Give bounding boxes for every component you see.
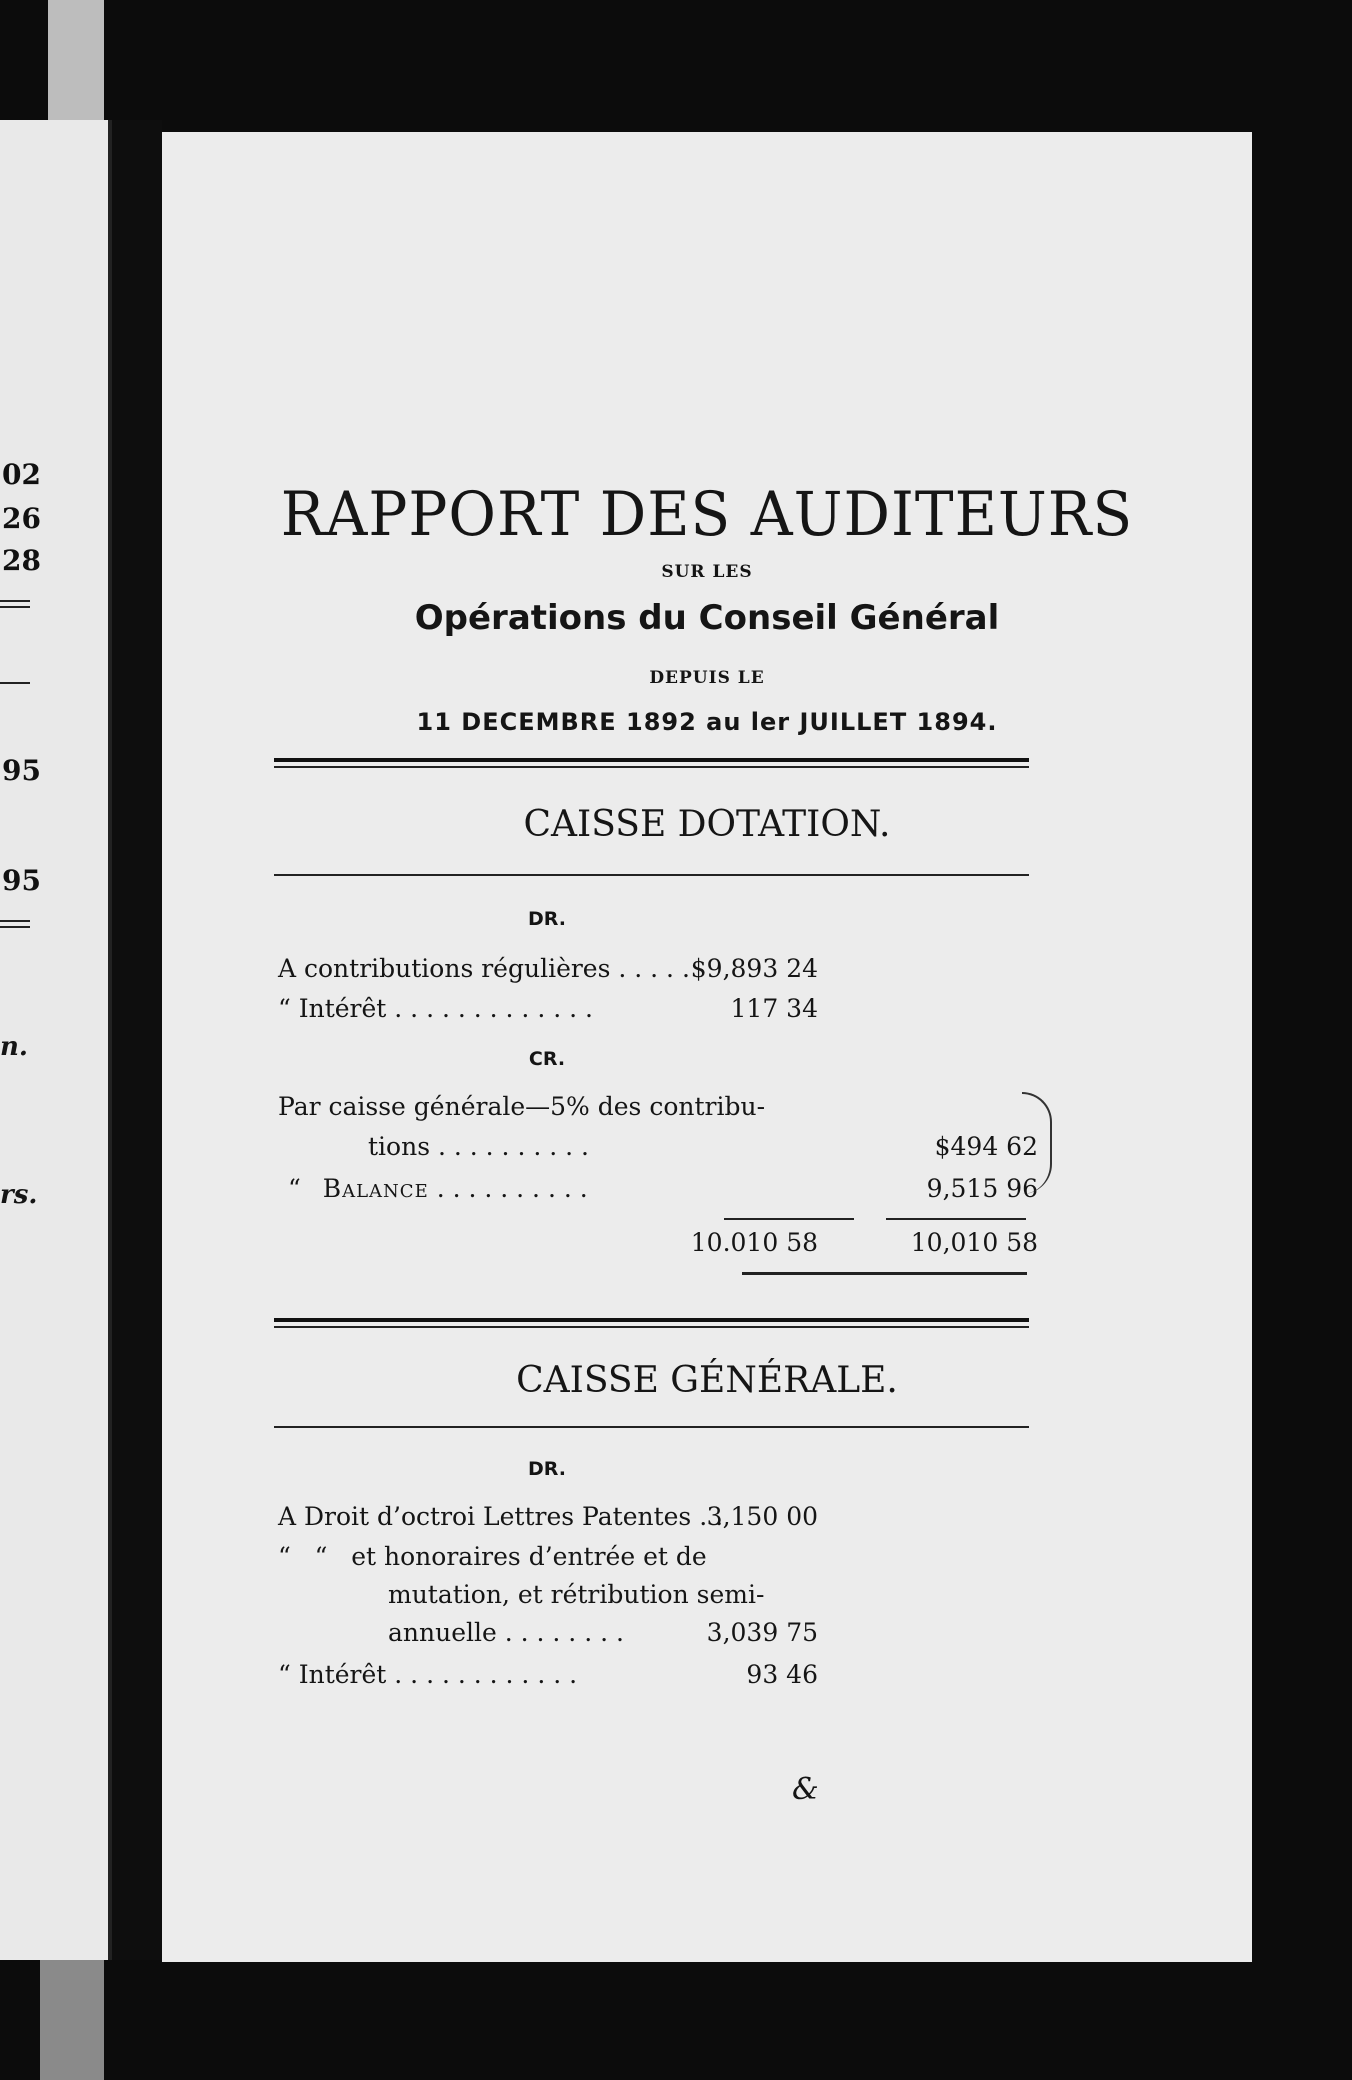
ledger-row	[278, 1660, 1038, 1696]
section-rule	[274, 1426, 1029, 1428]
left-page-fragment: n.	[0, 1032, 28, 1062]
total-rule	[742, 1272, 1027, 1275]
ledger-row	[278, 1132, 1038, 1168]
section-heading-dotation: CAISSE DOTATION.	[523, 804, 891, 845]
page-gutter	[112, 120, 162, 1960]
left-page-rule	[0, 682, 30, 684]
ledger-label: mutation, et rétribution semi-	[388, 1580, 765, 1609]
left-page-number: 95	[2, 754, 41, 787]
ledger-amount: $494 62	[934, 1132, 1038, 1161]
ledger-row	[278, 994, 1038, 1030]
ledger-row	[278, 1092, 1038, 1128]
ledger-amount: $9,893 24	[690, 954, 818, 983]
section-divider	[274, 1318, 1029, 1322]
ledger-label: tions . . . . . . . . . .	[368, 1132, 589, 1161]
ledger-label: “ “ et honoraires d’entrée et de	[278, 1542, 707, 1571]
ledger-label: Par caisse générale—5% des contribu-	[278, 1092, 766, 1121]
dr-label: DR.	[528, 1458, 566, 1480]
section-heading-generale: CAISSE GÉNÉRALE.	[516, 1360, 898, 1401]
report-page	[162, 132, 1252, 1962]
ledger-amount: 9,515 96	[926, 1174, 1038, 1203]
book-spine-top	[48, 0, 104, 130]
left-page-number: 26	[2, 502, 41, 535]
ledger-amount: 93 46	[746, 1660, 818, 1689]
header-rule	[274, 758, 1029, 762]
ledger-row	[278, 1174, 1038, 1210]
previous-page-edge	[0, 120, 112, 1960]
left-page-fragment: rs.	[0, 1180, 38, 1210]
header-rule	[274, 766, 1029, 768]
book-spine-bottom	[40, 1960, 104, 2080]
ledger-label: Balance	[322, 1174, 429, 1203]
ledger-amount: 117 34	[730, 994, 818, 1023]
ledger-row	[278, 1502, 1038, 1538]
left-page-rule	[0, 600, 30, 608]
ledger-amount: 3,039 75	[706, 1618, 818, 1647]
ledger-label: A contributions régulières . . . . .	[278, 954, 690, 983]
subtotal-rule	[886, 1218, 1026, 1220]
ledger-row	[278, 1542, 1038, 1578]
left-page-number: 28	[2, 544, 41, 577]
ledger-amount: 3,150 00	[706, 1502, 818, 1531]
total-cr: 10,010 58	[910, 1228, 1038, 1257]
ledger-label: “ Intérêt . . . . . . . . . . . .	[278, 1660, 578, 1689]
left-page-number: 02	[2, 458, 41, 491]
sur-les-label: SUR LES	[661, 562, 753, 582]
ledger-label: A Droit d’octroi Lettres Patentes . .	[278, 1502, 724, 1531]
leader-dots: . . . . . . . . . .	[436, 1174, 588, 1203]
report-dates: 11 DECEMBRE 1892 au ler JUILLET 1894.	[416, 708, 998, 736]
continuation-mark: &	[792, 1772, 819, 1807]
depuis-le-label: DEPUIS LE	[649, 668, 765, 688]
cr-label: CR.	[528, 1048, 566, 1070]
ditto-mark: “	[288, 1174, 301, 1203]
subtotal-rule	[724, 1218, 854, 1220]
ledger-row	[278, 1618, 1038, 1654]
ledger-row	[278, 954, 1038, 990]
ledger-label: “ Intérêt . . . . . . . . . . . . .	[278, 994, 593, 1023]
section-divider	[274, 1326, 1029, 1328]
dr-label: DR.	[528, 908, 566, 930]
left-page-number: 95	[2, 864, 41, 897]
section-rule	[274, 874, 1029, 876]
ledger-row	[278, 1580, 1038, 1616]
totals-row	[278, 1228, 1038, 1264]
handwritten-bracket	[1022, 1092, 1052, 1194]
report-title: RAPPORT DES AUDITEURS	[280, 478, 1134, 550]
total-dr: 10.010 58	[690, 1228, 818, 1257]
ledger-label: annuelle . . . . . . . .	[388, 1618, 624, 1647]
report-subject: Opérations du Conseil Général	[414, 598, 1000, 638]
